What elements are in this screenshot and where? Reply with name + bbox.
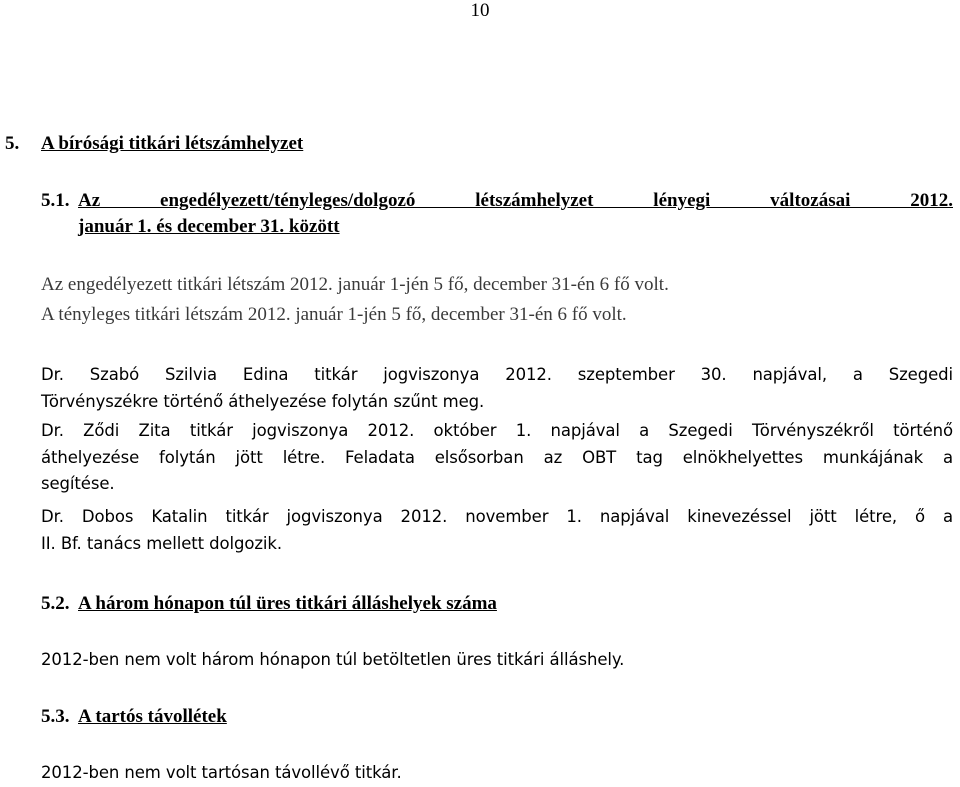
section-5-3-heading <box>41 704 227 730</box>
section-5-2-number: 5.2. <box>41 593 70 614</box>
section-5-1-heading <box>41 188 953 240</box>
paragraph-zodi-line-2: áthelyezése folytán jött létre. Feladata elsősorban az OBT tag elnökhelyettes munkájának a <box>41 447 953 467</box>
section-5-1-title-line-2: január 1. és december 31. között <box>78 216 340 237</box>
section-5-heading <box>5 131 303 157</box>
paragraph-zodi-line-1: Dr. Ződi Zita titkár jogviszonya 2012. október 1. napjával a Szegedi Törvényszékről történő <box>41 421 953 440</box>
section-5-title: A bírósági titkári létszámhelyzet <box>41 133 304 154</box>
section-5-3-text <box>41 760 953 787</box>
section-5-2-heading <box>41 591 497 617</box>
section-5-3-text-part-1: 2012-ben nem volt tartósan távollévő <box>41 763 355 782</box>
section-5-3-title: A tartós távollétek <box>78 706 227 727</box>
section-5-3-text-part-2: titkár. <box>354 763 402 782</box>
section-5-1-title-line-1: Az engedélyezett/tényleges/dolgozó létszámhelyzet lényegi változásai 2012. <box>78 190 953 211</box>
section-5-3-number: 5.3. <box>41 706 70 727</box>
paragraph-zodi-line-3: segítése. <box>41 474 115 493</box>
paragraph-szabo-line-2: Törvényszékre történő áthelyezése folytán szűnt meg. <box>41 391 485 411</box>
paragraph-dobos-line-1: Dr. Dobos Katalin titkár jogviszonya 2012. november 1. napjával kinevezéssel jött létre, ő a <box>41 507 953 526</box>
section-5-2-title: A három hónapon túl üres titkári álláshelyek száma <box>78 593 497 614</box>
section-5-2-text: 2012-ben nem volt három hónapon túl betöltetlen üres titkári álláshely. <box>41 650 625 669</box>
paragraph-zodi <box>41 418 953 498</box>
paragraph-dobos-line-2: II. Bf. tanács mellett dolgozik. <box>41 533 282 553</box>
section-5-1-number: 5.1. <box>41 190 70 211</box>
paragraph-szabo <box>41 362 953 415</box>
page-number: 10 <box>470 0 490 21</box>
paragraph-szabo-line-1: Dr. Szabó Szilvia Edina titkár jogviszonya 2012. szeptember 30. napjával, a Szegedi <box>41 365 953 384</box>
section-5-number: 5. <box>5 133 20 154</box>
paragraph-dobos <box>41 504 953 557</box>
paragraph-actual-headcount: A tényleges titkári létszám 2012. január 1-jén 5 fő, december 31-én 6 fő volt. <box>41 304 627 325</box>
paragraph-authorized-headcount: Az engedélyezett titkári létszám 2012. január 1-jén 5 fő, december 31-én 6 fő volt. <box>41 274 669 295</box>
